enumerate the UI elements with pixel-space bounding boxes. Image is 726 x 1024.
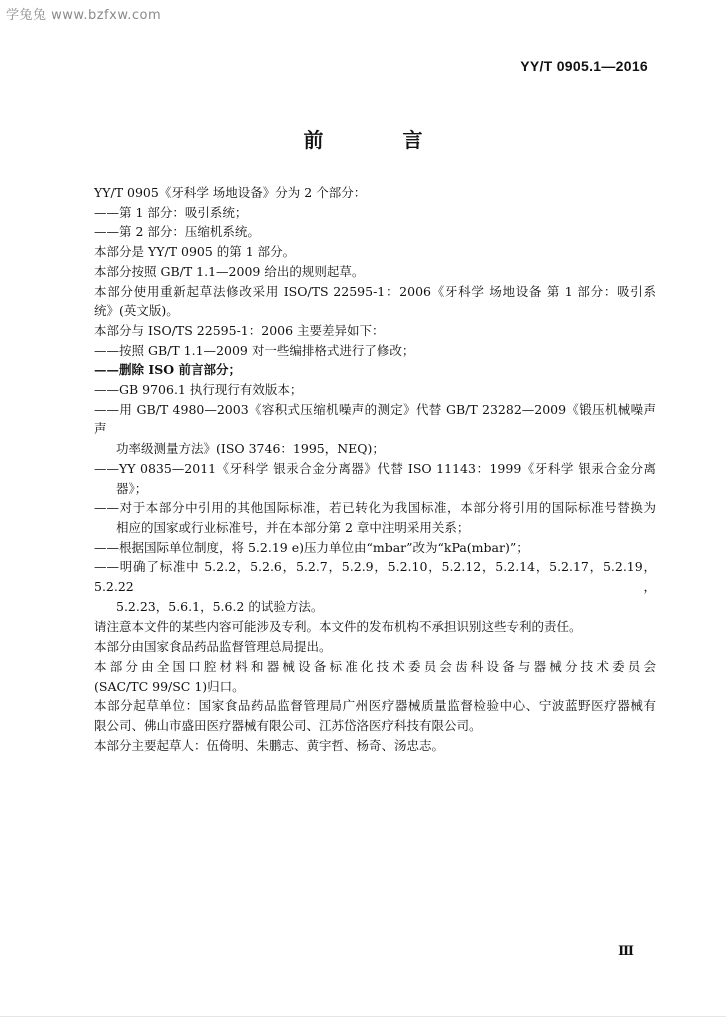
paragraph: 本部分起草单位：国家食品药品监督管理局广州医疗器械质量监督检验中心、宁波蓝野医疗器械有	[94, 698, 656, 714]
paragraph: 本部分主要起草人：伍倚明、朱鹏志、黄宇哲、杨奇、汤忠志。	[94, 737, 445, 753]
paragraph-continuation: (SAC/TC 99/SC 1)归口。	[94, 678, 245, 694]
paragraph-continuation: 统》(英文版)。	[94, 303, 179, 319]
list-item: ——明确了标准中 5.2.2，5.2.6，5.2.7，5.2.9，5.2.10，5.2.12，5.2.14，5.2.17，5.2.19，5.2.22，	[94, 559, 656, 595]
paragraph: 本部分与 ISO/TS 22595-1：2006 主要差异如下：	[94, 322, 385, 338]
list-item: ——第 1 部分：吸引系统；	[94, 204, 248, 220]
watermark-text: 学兔兔 www.bzfxw.com	[6, 8, 162, 23]
foreword-body	[94, 183, 656, 755]
paragraph: 本部分使用重新起草法修改采用 ISO/TS 22595-1：2006《牙科学 场地设备 第 1 部分：吸引系	[94, 283, 656, 299]
list-item: ——按照 GB/T 1.1—2009 对一些编排格式进行了修改；	[94, 342, 415, 358]
paragraph-continuation: 限公司、佛山市盛田医疗器械有限公司、江苏岱洛医疗科技有限公司。	[94, 717, 482, 733]
list-item-continuation: 器》；	[116, 480, 148, 496]
list-item: ——第 2 部分：压缩机系统。	[94, 224, 260, 240]
list-item: ——根据国际单位制度，将 5.2.19 e)压力单位由“mbar”改为“kPa(mbar)”；	[94, 539, 529, 555]
list-item: ——GB 9706.1 执行现行有效版本；	[94, 382, 303, 398]
standard-number: YY/T 0905.1—2016	[520, 58, 648, 74]
scan-edge-divider	[0, 1016, 726, 1017]
paragraph: 请注意本文件的某些内容可能涉及专利。本文件的发布机构不承担识别这些专利的责任。	[94, 619, 582, 635]
list-item: ——用 GB/T 4980—2003《容积式压缩机噪声的测定》代替 GB/T 23282—2009《锻压机械噪声声	[94, 401, 656, 437]
paragraph: 本部分由国家食品药品监督管理总局提出。	[94, 639, 332, 655]
list-item-continuation: 相应的国家或行业标准号，并在本部分第 2 章中注明采用关系；	[116, 519, 470, 535]
list-item: ——对于本部分中引用的其他国际标准，若已转化为我国标准，本部分将引用的国际标准号替换为	[94, 500, 656, 516]
paragraph: 本部分由全国口腔材料和器械设备标准化技术委员会齿科设备与器械分技术委员会	[94, 658, 656, 674]
paragraph: 本部分是 YY/T 0905 的第 1 部分。	[94, 244, 296, 260]
list-item: ——YY 0835—2011《牙科学 银汞合金分离器》代替 ISO 11143：1999《牙科学 银汞合金分离	[94, 460, 656, 476]
page-title: 前 言	[303, 128, 459, 152]
list-item-continuation: 功率级测量方法》(ISO 3746：1995，NEQ)；	[116, 441, 385, 457]
paragraph: 本部分按照 GB/T 1.1—2009 给出的规则起草。	[94, 263, 365, 279]
page-number: Ⅲ	[618, 944, 634, 959]
list-item-continuation: 5.2.23，5.6.1，5.6.2 的试验方法。	[116, 598, 324, 614]
list-item: ——删除 ISO 前言部分；	[94, 362, 241, 378]
paragraph: YY/T 0905《牙科学 场地设备》分为 2 个部分：	[94, 185, 367, 200]
